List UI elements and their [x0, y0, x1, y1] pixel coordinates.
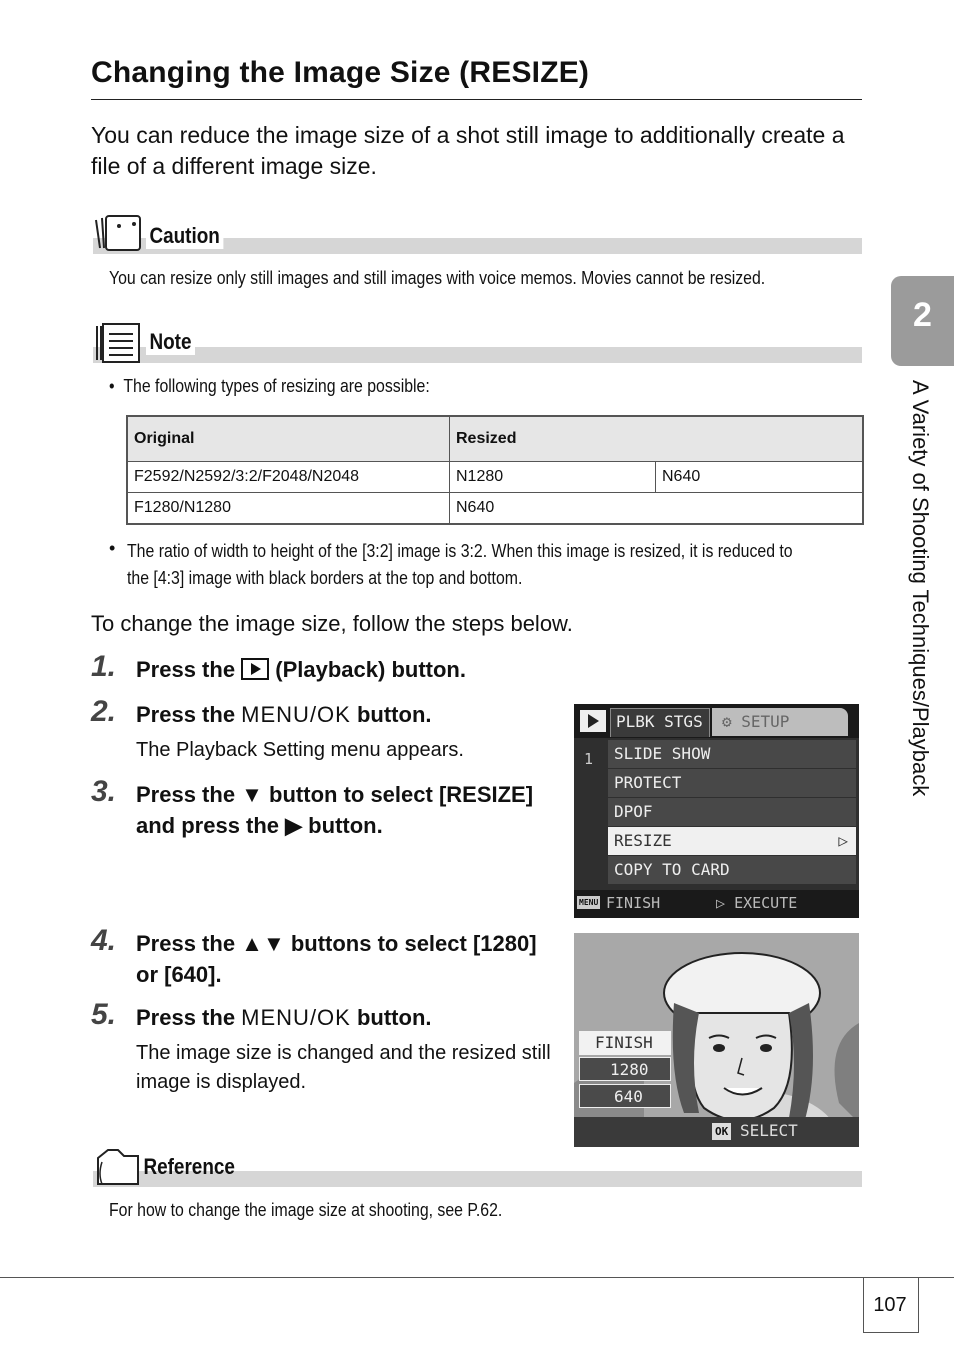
step-4-text: Press the ▲▼ buttons to select [1280] or [640]. [136, 931, 537, 987]
reference-label: Reference [143, 1154, 235, 1179]
screen2-select-label: SELECT [740, 1121, 798, 1140]
playback-icon [241, 657, 269, 688]
step-4-number: 4. [91, 924, 117, 957]
caution-label: Caution [146, 223, 223, 249]
table-row [127, 462, 863, 493]
step-5-text [136, 1002, 432, 1033]
screen1-tab-active-label: PLBK STGS [616, 712, 703, 731]
table-header-original: Original [127, 416, 450, 462]
page-title: Changing the Image Size (RESIZE) [91, 56, 590, 89]
title-rule [91, 99, 862, 100]
screen1-setup-label: SETUP [741, 712, 790, 731]
screen1-menu-badge: MENU [579, 898, 599, 907]
screen1-menu-item-selected [608, 827, 856, 855]
note-bullet-1-text: The following types of resizing are possible: [123, 376, 430, 396]
note-icon [93, 322, 145, 369]
table-cell: N640 [450, 493, 864, 525]
resize-selection-screenshot [574, 933, 859, 1147]
step-2-post: button. [350, 702, 432, 727]
screen2-ok-badge: OK [712, 1123, 731, 1140]
screen1-menu-item: DPOF [608, 798, 856, 826]
screen1-tab-inactive-label: ⚙ SETUP [722, 712, 790, 731]
screen2-option-1280: 1280 [579, 1057, 671, 1081]
step-1-number: 1. [91, 650, 117, 683]
screen1-playback-icon [580, 710, 606, 736]
step-5-sub: The image size is changed and the resized still image is displayed. [136, 1042, 551, 1093]
menu-ok-label: MENU/OK [241, 702, 351, 727]
screen1-execute-label: EXECUTE [734, 894, 798, 912]
resize-types-table [126, 415, 864, 525]
chapter-number: 2 [913, 296, 932, 334]
note-label: Note [146, 329, 195, 355]
screen1-footer-right: ▷ EXECUTE [716, 894, 798, 912]
step-1-post: (Playback) button. [269, 657, 466, 682]
playback-menu-screenshot [574, 704, 859, 918]
table-cell: N1280 [450, 462, 656, 493]
step-2-pre: Press the [136, 702, 242, 727]
table-header-row [127, 416, 863, 462]
table-cell: F2592/N2592/3:2/F2048/N2048 [127, 462, 450, 493]
screen1-menu-item: COPY TO CARD [608, 856, 856, 884]
step-5-pre: Press the [136, 1005, 242, 1030]
step-1-pre: Press the [136, 657, 242, 682]
page-number: 107 [873, 1294, 907, 1316]
table-cell: N640 [656, 462, 864, 493]
footer-rule [0, 1277, 954, 1278]
screen2-option-640: 640 [579, 1084, 671, 1108]
screen1-menu-item: SLIDE SHOW [608, 740, 856, 768]
reference-text: For how to change the image size at shooting, see P.62. [109, 1200, 503, 1220]
table-header-resized: Resized [450, 416, 864, 462]
reference-icon [94, 1146, 142, 1193]
intro-text: You can reduce the image size of a shot still image to additionally create a file of a different image size. [91, 122, 845, 179]
screen1-menu-item: PROTECT [608, 769, 856, 797]
step-5-post: button. [350, 1005, 432, 1030]
note-bullet-2-text: The ratio of width to height of the [3:2] image is 3:2. When this image is resized, it is reduced to the [4:3] image with black borders at the top and bottom. [127, 541, 793, 588]
step-3-number: 3. [91, 775, 117, 808]
table-cell: F1280/N1280 [127, 493, 450, 525]
screen2-finish-item: FINISH [579, 1031, 671, 1055]
table-row [127, 493, 863, 525]
note-bullet-2-marker: • [109, 538, 116, 558]
screen1-footer-left: FINISH [606, 894, 661, 912]
steps-intro: To change the image size, follow the steps below. [91, 611, 573, 636]
screen1-menu-list [608, 740, 856, 884]
step-2-text [136, 699, 432, 730]
step-3-text: Press the ▼ button to select [RESIZE] and press the ▶ button. [136, 782, 534, 838]
caution-icon [92, 214, 144, 259]
note-bar [93, 347, 862, 363]
step-2-number: 2. [91, 695, 117, 728]
menu-ok-label: MENU/OK [241, 1005, 351, 1030]
screen1-arrow-icon: ▷ [838, 831, 848, 850]
step-1-text [136, 654, 466, 688]
caution-text: You can resize only still images and still images with voice memos. Movies cannot be resized. [109, 268, 766, 288]
step-5-number: 5. [91, 998, 117, 1031]
note-bullet-1: • The following types of resizing are possible: [109, 376, 430, 396]
step-2-sub: The Playback Setting menu appears. [136, 739, 464, 761]
chapter-title: A Variety of Shooting Techniques/Playback [908, 380, 933, 797]
screen1-selected-label: RESIZE [614, 831, 672, 850]
screen1-page: 1 [584, 750, 594, 768]
